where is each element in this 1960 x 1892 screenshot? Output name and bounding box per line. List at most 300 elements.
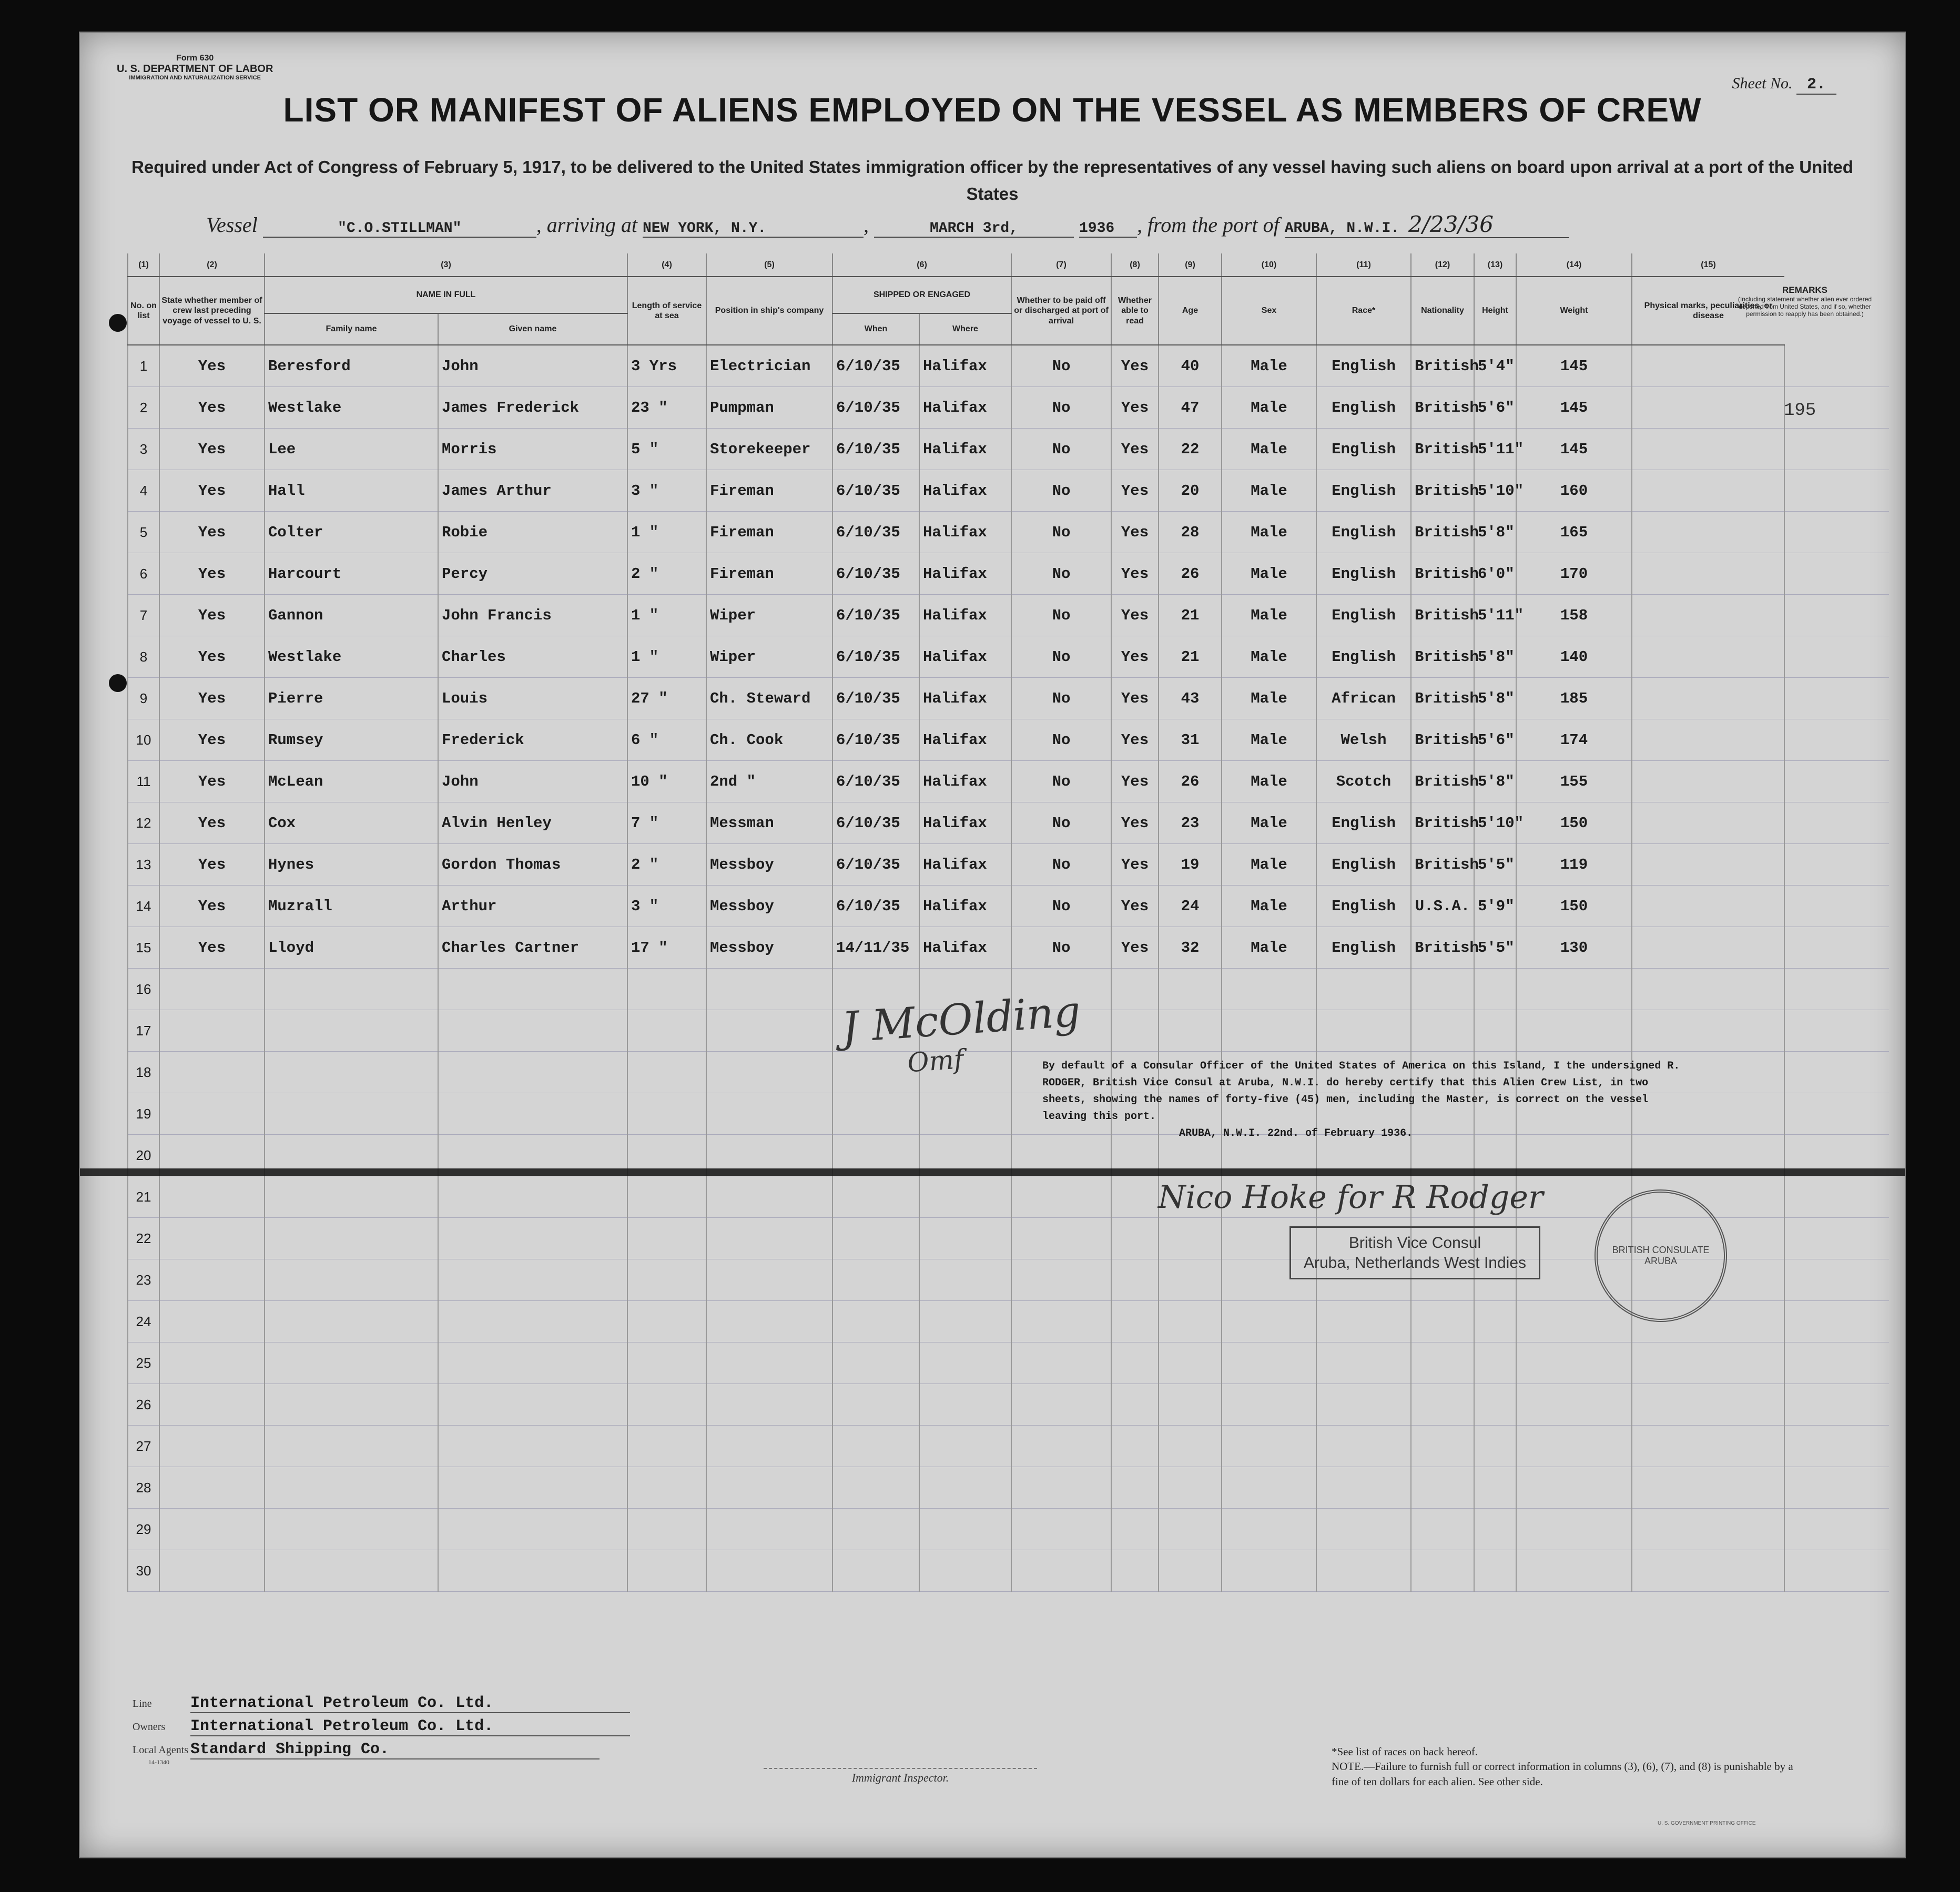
row-number: 30 — [128, 1550, 159, 1592]
manifest-sheet — [79, 32, 1906, 1858]
able-to-read-cell — [1111, 1384, 1159, 1426]
nationality-cell — [1411, 1426, 1474, 1467]
row-number: 11 — [128, 761, 159, 802]
shipped-where-cell: Halifax — [919, 678, 1011, 719]
remarks-cell — [1784, 1301, 1889, 1342]
paid-off-cell: No — [1011, 719, 1111, 761]
given-name-cell — [438, 1176, 627, 1218]
height-cell — [1474, 1426, 1516, 1467]
service-cell — [627, 1259, 706, 1301]
service-cell: 3 Yrs — [627, 345, 706, 387]
weight-cell: 155 — [1516, 761, 1632, 802]
sex-cell: Male — [1222, 429, 1316, 470]
shipped-where-cell: Halifax — [919, 761, 1011, 802]
sex-cell — [1222, 1342, 1316, 1384]
table-row — [128, 1550, 1889, 1592]
given-name-cell: Charles Cartner — [438, 927, 627, 969]
height-cell: 5'8" — [1474, 678, 1516, 719]
age-cell — [1159, 1550, 1222, 1592]
paid-off-cell — [1011, 1550, 1111, 1592]
position-cell — [706, 969, 832, 1010]
able-to-read-cell — [1111, 969, 1159, 1010]
age-cell: 23 — [1159, 802, 1222, 844]
given-name-cell — [438, 1052, 627, 1093]
sex-cell: Male — [1222, 678, 1316, 719]
given-name-cell: James Arthur — [438, 470, 627, 512]
physical-marks-cell — [1632, 470, 1784, 512]
family-name-cell: McLean — [265, 761, 438, 802]
remarks-cell — [1784, 429, 1889, 470]
able-to-read-cell — [1111, 1550, 1159, 1592]
header-family-name: Family name — [265, 313, 438, 345]
row-number: 9 — [128, 678, 159, 719]
crew-rows — [128, 345, 1889, 1592]
physical-marks-cell — [1632, 595, 1784, 636]
sex-cell: Male — [1222, 595, 1316, 636]
family-name-cell: Westlake — [265, 387, 438, 429]
row-number: 4 — [128, 470, 159, 512]
prev-voyage-cell — [159, 1259, 265, 1301]
physical-marks-cell — [1632, 1384, 1784, 1426]
nationality-cell: British — [1411, 512, 1474, 553]
position-cell: Messboy — [706, 927, 832, 969]
row-number: 26 — [128, 1384, 159, 1426]
age-cell — [1159, 1301, 1222, 1342]
paid-off-cell — [1011, 1467, 1111, 1509]
shipped-when-cell: 6/10/35 — [832, 761, 919, 802]
crew-table — [127, 253, 1889, 1592]
header-race: Race* — [1316, 277, 1411, 345]
header-paid-off: Whether to be paid off or discharged at port of arrival — [1011, 277, 1111, 345]
race-cell: English — [1316, 512, 1411, 553]
race-cell — [1316, 1010, 1411, 1052]
shipped-when-cell — [832, 1509, 919, 1550]
nationality-cell — [1411, 1509, 1474, 1550]
nationality-cell — [1411, 1550, 1474, 1592]
sex-cell: Male — [1222, 387, 1316, 429]
given-name-cell: Robie — [438, 512, 627, 553]
row-number: 16 — [128, 969, 159, 1010]
from-port-label: , from the port of — [1137, 213, 1279, 237]
footer-owners — [133, 1694, 630, 1766]
able-to-read-cell: Yes — [1111, 761, 1159, 802]
service-cell — [627, 1384, 706, 1426]
prev-voyage-cell: Yes — [159, 761, 265, 802]
paid-off-cell — [1011, 1384, 1111, 1426]
able-to-read-cell: Yes — [1111, 429, 1159, 470]
row-number: 21 — [128, 1176, 159, 1218]
shipped-where-cell: Halifax — [919, 802, 1011, 844]
header-length-of-service: Length of service at sea — [627, 277, 706, 345]
shipped-where-cell: Halifax — [919, 595, 1011, 636]
paid-off-cell: No — [1011, 595, 1111, 636]
family-name-cell — [265, 1384, 438, 1426]
col-num-12: (12) — [1411, 253, 1474, 277]
position-cell — [706, 1342, 832, 1384]
race-cell: English — [1316, 345, 1411, 387]
paid-off-cell: No — [1011, 387, 1111, 429]
paid-off-cell — [1011, 1259, 1111, 1301]
row-number: 27 — [128, 1426, 159, 1467]
race-cell — [1316, 1426, 1411, 1467]
punch-hole — [109, 674, 127, 692]
family-name-cell: Hynes — [265, 844, 438, 886]
height-cell: 5'6" — [1474, 719, 1516, 761]
weight-cell: 119 — [1516, 844, 1632, 886]
able-to-read-cell — [1111, 1259, 1159, 1301]
weight-cell: 158 — [1516, 595, 1632, 636]
age-cell — [1159, 1218, 1222, 1259]
shipped-where-cell — [919, 1259, 1011, 1301]
departure-port: ARUBA, N.W.I. — [1284, 220, 1400, 237]
height-cell — [1474, 1301, 1516, 1342]
family-name-cell — [265, 1550, 438, 1592]
row-number: 5 — [128, 512, 159, 553]
physical-marks-cell — [1632, 761, 1784, 802]
arrival-date: MARCH 3rd, — [874, 220, 1074, 238]
table-row — [128, 678, 1889, 719]
given-name-cell: John — [438, 345, 627, 387]
race-cell — [1316, 1467, 1411, 1509]
header-where: Where — [919, 313, 1011, 345]
service-cell: 1 " — [627, 595, 706, 636]
certification-block — [1042, 1058, 1689, 1142]
remarks-cell — [1784, 1176, 1889, 1218]
row-number: 18 — [128, 1052, 159, 1093]
position-cell: Pumpman — [706, 387, 832, 429]
able-to-read-cell: Yes — [1111, 553, 1159, 595]
able-to-read-cell — [1111, 1426, 1159, 1467]
able-to-read-cell — [1111, 1176, 1159, 1218]
remarks-cell — [1784, 1259, 1889, 1301]
shipped-when-cell — [832, 1550, 919, 1592]
race-cell: English — [1316, 636, 1411, 678]
header-able-to-read: Whether able to read — [1111, 277, 1159, 345]
position-cell: Fireman — [706, 512, 832, 553]
prev-voyage-cell: Yes — [159, 719, 265, 761]
prev-voyage-cell — [159, 1467, 265, 1509]
row-number: 19 — [128, 1093, 159, 1135]
col-num-14: (14) — [1516, 253, 1632, 277]
col-num-1: (1) — [128, 253, 159, 277]
header-no-on-list: No. on list — [128, 277, 159, 345]
weight-cell — [1516, 1467, 1632, 1509]
header-name-in-full: NAME IN FULL — [265, 277, 627, 313]
sex-cell — [1222, 969, 1316, 1010]
col-num-7: (7) — [1011, 253, 1111, 277]
sex-cell — [1222, 1301, 1316, 1342]
shipped-where-cell: Halifax — [919, 470, 1011, 512]
shipped-where-cell — [919, 1176, 1011, 1218]
prev-voyage-cell — [159, 1342, 265, 1384]
given-name-cell: Alvin Henley — [438, 802, 627, 844]
height-cell: 5'8" — [1474, 761, 1516, 802]
family-name-cell — [265, 1301, 438, 1342]
family-name-cell: Rumsey — [265, 719, 438, 761]
shipped-when-cell: 6/10/35 — [832, 387, 919, 429]
nationality-cell: British — [1411, 595, 1474, 636]
position-cell — [706, 1052, 832, 1093]
paid-off-cell: No — [1011, 512, 1111, 553]
physical-marks-cell — [1632, 1509, 1784, 1550]
given-name-cell — [438, 1426, 627, 1467]
prev-voyage-cell: Yes — [159, 636, 265, 678]
physical-marks-cell — [1632, 1467, 1784, 1509]
height-cell: 5'5" — [1474, 844, 1516, 886]
shipped-where-cell: Halifax — [919, 387, 1011, 429]
shipped-when-cell: 6/10/35 — [832, 470, 919, 512]
row-number: 6 — [128, 553, 159, 595]
nationality-cell — [1411, 1301, 1474, 1342]
age-cell — [1159, 1259, 1222, 1301]
able-to-read-cell: Yes — [1111, 512, 1159, 553]
height-cell: 5'11" — [1474, 429, 1516, 470]
table-row — [128, 802, 1889, 844]
height-cell: 6'0" — [1474, 553, 1516, 595]
shipped-when-cell: 6/10/35 — [832, 636, 919, 678]
age-cell: 20 — [1159, 470, 1222, 512]
shipped-where-cell — [919, 1301, 1011, 1342]
sex-cell: Male — [1222, 345, 1316, 387]
nationality-cell — [1411, 1467, 1474, 1509]
weight-cell: 140 — [1516, 636, 1632, 678]
family-name-cell: Muzrall — [265, 886, 438, 927]
prev-voyage-cell: Yes — [159, 844, 265, 886]
height-cell: 5'6" — [1474, 387, 1516, 429]
physical-marks-cell — [1632, 678, 1784, 719]
table-row — [128, 387, 1889, 429]
service-cell — [627, 1176, 706, 1218]
able-to-read-cell: Yes — [1111, 802, 1159, 844]
family-name-cell — [265, 1218, 438, 1259]
vessel-line: Vessel "C.O.STILLMAN" , arriving at NEW YORK, N.Y. , MARCH 3rd, 1936 , from the port of ARUBA, N.W.I. 2/23/36 — [206, 211, 1569, 238]
row-number: 15 — [128, 927, 159, 969]
sex-cell: Male — [1222, 927, 1316, 969]
race-cell: English — [1316, 927, 1411, 969]
family-name-cell: Hall — [265, 470, 438, 512]
remarks-cell — [1784, 1509, 1889, 1550]
service-cell — [627, 1550, 706, 1592]
position-cell — [706, 1426, 832, 1467]
shipped-when-cell: 6/10/35 — [832, 844, 919, 886]
prev-voyage-cell — [159, 1384, 265, 1426]
prev-voyage-cell — [159, 1301, 265, 1342]
able-to-read-cell — [1111, 1467, 1159, 1509]
height-cell — [1474, 1509, 1516, 1550]
table-row — [128, 927, 1889, 969]
given-name-cell — [438, 1467, 627, 1509]
family-name-cell — [265, 1010, 438, 1052]
form-code: 14-1340 — [148, 1758, 169, 1766]
physical-marks-cell — [1632, 1010, 1784, 1052]
weight-cell — [1516, 969, 1632, 1010]
position-cell: Wiper — [706, 636, 832, 678]
shipped-where-cell — [919, 1093, 1011, 1135]
family-name-cell — [265, 969, 438, 1010]
row-number: 1 — [128, 345, 159, 387]
consul-signature: Nico Hoke for R Rodger — [1158, 1179, 1543, 1216]
row-number: 22 — [128, 1218, 159, 1259]
stamp-line-1: British Vice Consul — [1348, 1234, 1481, 1252]
shipped-where-cell: Halifax — [919, 429, 1011, 470]
age-cell — [1159, 1426, 1222, 1467]
position-cell: Storekeeper — [706, 429, 832, 470]
race-cell — [1316, 1301, 1411, 1342]
age-cell: 19 — [1159, 844, 1222, 886]
race-cell — [1316, 969, 1411, 1010]
header-sex: Sex — [1222, 277, 1316, 345]
prev-voyage-cell: Yes — [159, 387, 265, 429]
able-to-read-cell: Yes — [1111, 927, 1159, 969]
row-number: 2 — [128, 387, 159, 429]
paid-off-cell: No — [1011, 927, 1111, 969]
penalty-note: NOTE.—Failure to furnish full or correct information in columns (3), (6), (7), and (8) is punishable by a fine of ten dollars for each alien. See other side. — [1332, 1760, 1793, 1788]
shipped-when-cell — [832, 1259, 919, 1301]
sex-cell — [1222, 1426, 1316, 1467]
able-to-read-cell: Yes — [1111, 636, 1159, 678]
table-row — [128, 553, 1889, 595]
remarks-cell — [1784, 1093, 1889, 1135]
shipped-where-cell: Halifax — [919, 345, 1011, 387]
shipped-where-cell: Halifax — [919, 553, 1011, 595]
service-cell — [627, 1509, 706, 1550]
family-name-cell: Cox — [265, 802, 438, 844]
physical-marks-cell — [1632, 802, 1784, 844]
nationality-cell — [1411, 969, 1474, 1010]
prev-voyage-cell — [159, 1093, 265, 1135]
weight-cell: 185 — [1516, 678, 1632, 719]
shipped-where-cell: Halifax — [919, 927, 1011, 969]
height-cell: 5'10" — [1474, 470, 1516, 512]
nationality-cell: British — [1411, 636, 1474, 678]
shipped-where-cell — [919, 1218, 1011, 1259]
physical-marks-cell — [1632, 969, 1784, 1010]
nationality-cell: British — [1411, 429, 1474, 470]
table-row — [128, 429, 1889, 470]
given-name-cell: Arthur — [438, 886, 627, 927]
page-subtitle: Required under Act of Congress of February 5, 1917, to be delivered to the United States immigration officer by the representatives of any vessel having such aliens on board upon arrival at a port of the United States — [131, 157, 1853, 204]
prev-voyage-cell — [159, 1426, 265, 1467]
row-number: 29 — [128, 1509, 159, 1550]
sex-cell: Male — [1222, 512, 1316, 553]
paid-off-cell — [1011, 1218, 1111, 1259]
remark-number: 195 — [1784, 401, 1816, 421]
weight-cell: 170 — [1516, 553, 1632, 595]
weight-cell — [1516, 1342, 1632, 1384]
service-cell — [627, 1467, 706, 1509]
sex-cell — [1222, 1010, 1316, 1052]
given-name-cell — [438, 1384, 627, 1426]
given-name-cell: Morris — [438, 429, 627, 470]
remarks-cell — [1784, 761, 1889, 802]
table-row — [128, 886, 1889, 927]
service-cell: 5 " — [627, 429, 706, 470]
remarks-cell — [1784, 1426, 1889, 1467]
remarks-cell — [1784, 1342, 1889, 1384]
height-cell: 5'9" — [1474, 886, 1516, 927]
arrival-year: 1936 — [1079, 220, 1137, 238]
col-num-2: (2) — [159, 253, 265, 277]
paid-off-cell — [1011, 1176, 1111, 1218]
race-cell: English — [1316, 429, 1411, 470]
height-cell — [1474, 1384, 1516, 1426]
position-cell — [706, 1550, 832, 1592]
physical-marks-cell — [1632, 1426, 1784, 1467]
table-row — [128, 345, 1889, 387]
sex-cell: Male — [1222, 844, 1316, 886]
service-cell — [627, 1010, 706, 1052]
able-to-read-cell: Yes — [1111, 595, 1159, 636]
position-cell — [706, 1259, 832, 1301]
age-cell: 21 — [1159, 636, 1222, 678]
table-row — [128, 1384, 1889, 1426]
position-cell — [706, 1176, 832, 1218]
family-name-cell: Lee — [265, 429, 438, 470]
row-number: 7 — [128, 595, 159, 636]
age-cell — [1159, 1342, 1222, 1384]
paid-off-cell: No — [1011, 678, 1111, 719]
col-num-5: (5) — [706, 253, 832, 277]
shipped-when-cell: 6/10/35 — [832, 512, 919, 553]
family-name-cell: Colter — [265, 512, 438, 553]
position-cell: 2nd " — [706, 761, 832, 802]
age-cell: 26 — [1159, 761, 1222, 802]
master-signature-suffix: Omf — [906, 1043, 965, 1079]
age-cell: 21 — [1159, 595, 1222, 636]
table-row — [128, 719, 1889, 761]
nationality-cell: U.S.A. — [1411, 886, 1474, 927]
prev-voyage-cell — [159, 1218, 265, 1259]
prev-voyage-cell: Yes — [159, 512, 265, 553]
race-cell: English — [1316, 553, 1411, 595]
paid-off-cell: No — [1011, 429, 1111, 470]
physical-marks-cell — [1632, 512, 1784, 553]
owners-label: Owners — [133, 1721, 166, 1733]
remarks-cell — [1784, 345, 1889, 387]
row-number: 28 — [128, 1467, 159, 1509]
table-row — [128, 761, 1889, 802]
sheet-label: Sheet No. — [1732, 75, 1793, 92]
col-num-3: (3) — [265, 253, 627, 277]
printer-imprint: U. S. GOVERNMENT PRINTING OFFICE — [1658, 1820, 1756, 1826]
physical-marks-cell — [1632, 345, 1784, 387]
remarks-cell — [1784, 1010, 1889, 1052]
remarks-cell — [1784, 636, 1889, 678]
shipped-when-cell: 6/10/35 — [832, 719, 919, 761]
sex-cell: Male — [1222, 553, 1316, 595]
shipped-where-cell: Halifax — [919, 719, 1011, 761]
able-to-read-cell — [1111, 1342, 1159, 1384]
immigrant-inspector-line: Immigrant Inspector. — [764, 1768, 1037, 1785]
race-cell: English — [1316, 802, 1411, 844]
position-cell — [706, 1384, 832, 1426]
service-cell: 1 " — [627, 512, 706, 553]
row-number: 17 — [128, 1010, 159, 1052]
height-cell: 5'5" — [1474, 927, 1516, 969]
physical-marks-cell — [1632, 387, 1784, 429]
paid-off-cell — [1011, 1342, 1111, 1384]
age-cell: 40 — [1159, 345, 1222, 387]
race-cell: English — [1316, 387, 1411, 429]
family-name-cell — [265, 1052, 438, 1093]
prev-voyage-cell: Yes — [159, 553, 265, 595]
col-num-6: (6) — [832, 253, 1011, 277]
position-cell — [706, 1010, 832, 1052]
paid-off-cell: No — [1011, 553, 1111, 595]
nationality-cell: British — [1411, 345, 1474, 387]
sex-cell — [1222, 1467, 1316, 1509]
row-number: 20 — [128, 1135, 159, 1176]
